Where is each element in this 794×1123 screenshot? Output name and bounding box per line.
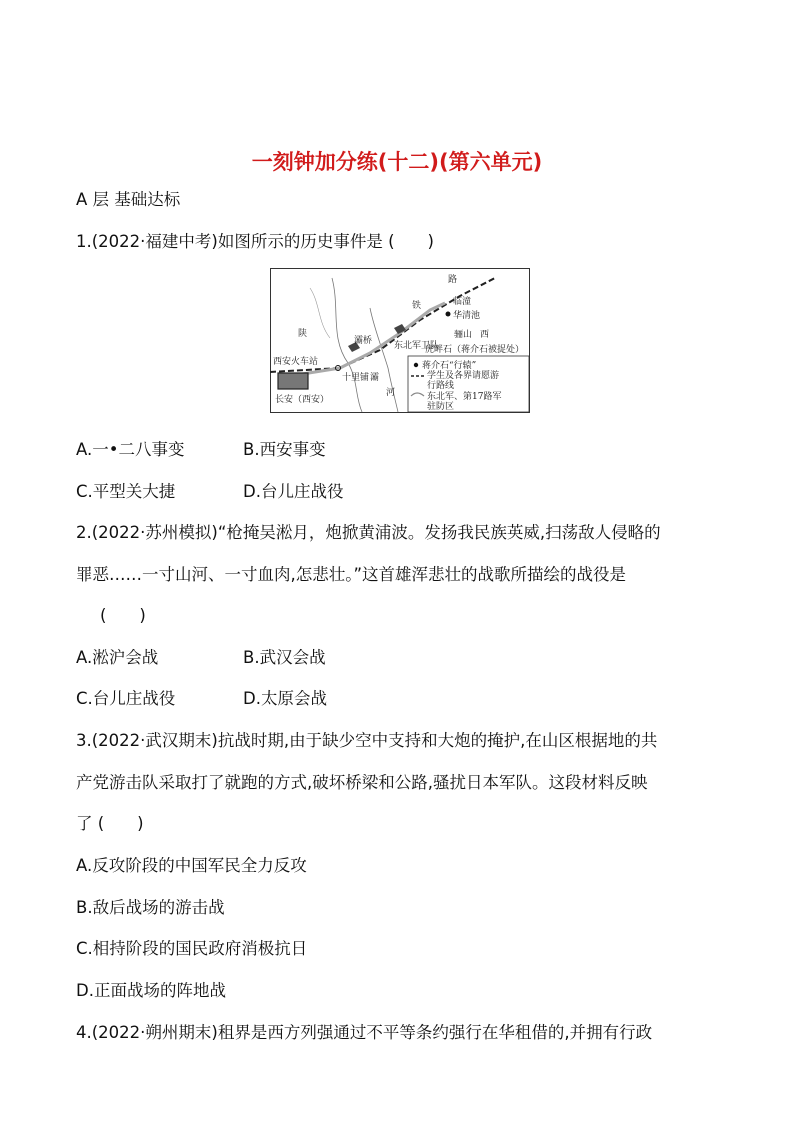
label-huaqingchi: 华清池 — [453, 311, 481, 321]
label-linzhen: 临潼 — [453, 297, 472, 307]
xian-incident-map — [270, 268, 530, 413]
q3-option-d[interactable]: D.正面战场的阵地战 — [76, 981, 226, 1000]
question-2-line2: 罪恶……一寸山河、一寸血肉,怎悲壮。”这首雄浑悲壮的战歌所描绘的战役是 — [76, 565, 627, 584]
q3-option-c[interactable]: C.相持阶段的国民政府消极抗日 — [76, 939, 308, 958]
question-2-line3: ( ) — [100, 606, 146, 625]
label-baqiao: 灞桥 — [354, 336, 373, 346]
question-3-line3: 了 ( ) — [76, 814, 144, 833]
legend-item1: 蒋介石“行辕” — [422, 361, 477, 371]
section-heading: A 层 基础达标 — [76, 190, 181, 209]
legend-item2a: 学生及各界请愿游 — [427, 371, 500, 381]
q2-option-b[interactable]: B.武汉会战 — [243, 648, 326, 667]
q3-option-a[interactable]: A.反攻阶段的中国军民全力反攻 — [76, 856, 307, 875]
label-changan: 长安（西安） — [275, 395, 330, 405]
q1-option-a[interactable]: A.一•二八事变 — [76, 440, 185, 459]
q2-option-c[interactable]: C.台儿庄战役 — [76, 689, 176, 708]
legend-item3b: 驻防区 — [427, 402, 455, 412]
legend-item3a: 东北军、第17路军 — [427, 392, 502, 402]
label-xi: 西 — [480, 330, 490, 340]
label-shilipu: 十里铺 — [342, 373, 370, 383]
label-tie: 铁 — [412, 301, 422, 311]
q1-option-c[interactable]: C.平型关大捷 — [76, 482, 176, 501]
question-3-line2: 产党游击队采取打了就跑的方式,破坏桥梁和公路,骚扰日本军队。这段材料反映 — [76, 773, 648, 792]
label-lishan: 骊山 — [454, 330, 473, 340]
label-he: 河 — [386, 388, 396, 398]
q3-option-b[interactable]: B.敌后战场的游击战 — [76, 898, 225, 917]
page-title: 一刻钟加分练(十二)(第六单元) — [251, 150, 543, 174]
question-2-line1: 2.(2022·苏州模拟)“枪掩吴淞月，炮掀黄浦波。发扬我民族英威,扫荡敌人侵略的 — [76, 523, 661, 542]
q2-option-d[interactable]: D.太原会战 — [243, 689, 327, 708]
q1-option-b[interactable]: B.西安事变 — [243, 440, 326, 459]
question-1-stem: 1.(2022·福建中考)如图所示的历史事件是 ( ) — [76, 232, 434, 251]
label-hupanshi: 虎畔石（蒋介石被捉处） — [425, 345, 525, 355]
q1-option-d[interactable]: D.台儿庄战役 — [243, 482, 344, 501]
label-weidui: 东北军卫队 — [394, 341, 440, 351]
q2-option-a[interactable]: A.淞沪会战 — [76, 648, 159, 667]
label-ba: 灞 — [370, 373, 380, 383]
label-shaan: 陕 — [298, 329, 308, 339]
question-3-line1: 3.(2022·武汉期末)抗战时期,由于缺少空中支持和大炮的掩护,在山区根据地的共 — [76, 731, 658, 750]
label-lu: 路 — [448, 275, 458, 285]
question-4-line1: 4.(2022·朔州期末)租界是西方列强通过不平等条约强行在华租借的,并拥有行政 — [76, 1023, 653, 1042]
legend-item2b: 行路线 — [427, 381, 455, 391]
label-xian-station: 西安火车站 — [273, 357, 319, 367]
